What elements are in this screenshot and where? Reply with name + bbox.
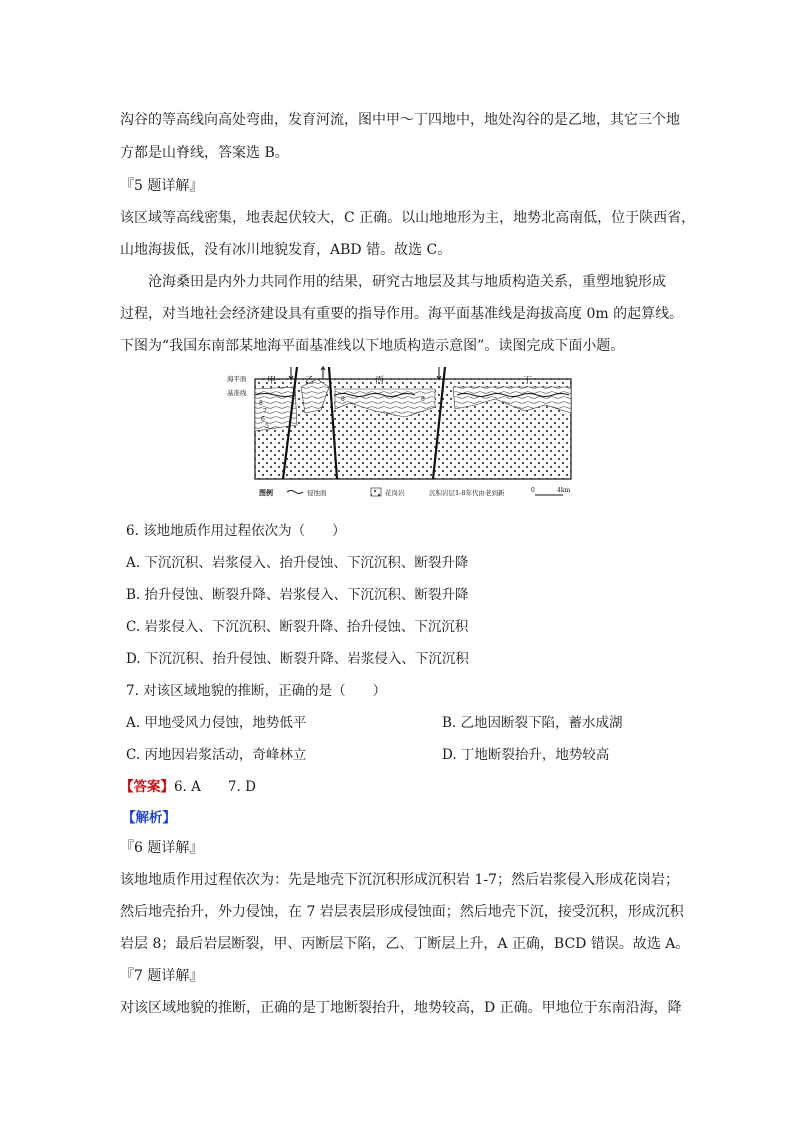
fault-arrow-icon <box>437 367 441 379</box>
intro-line: 下图为“我国东南部某地海平面基准线以下地质构造示意图”。读图完成下面小题。 <box>120 338 625 354</box>
legend-granite-label: 花岗岩 <box>385 489 405 497</box>
intro-line: 过程，对当地社会经济建设具有重要的指导作用。海平面基准线是海拔高度 0m 的起算线。 <box>120 306 684 322</box>
layer-label: 7 <box>263 408 267 415</box>
analysis-line: 然后地壳抬升，外力侵蚀，在 7 岩层表层形成侵蚀面；然后地壳下沉，接受沉积，形成沉积 <box>120 904 684 920</box>
q6-option-d: D. 下沉沉积、抬升侵蚀、断裂升降、岩浆侵入、下沉沉积 <box>126 651 469 667</box>
q5-detail-header: 『5 题详解』 <box>120 178 204 194</box>
granite-legend-icon <box>371 488 381 496</box>
q7-option-c: C. 丙地因岩浆活动，奇峰林立 <box>126 747 307 763</box>
sea-level-label: 海平面 <box>227 375 247 383</box>
analysis-line: 岩层 8；最后岩层断裂，甲、丙断层下陷，乙、丁断层上升，A 正确，BCD 错误。故选 A。 <box>120 936 690 952</box>
q7-stem: 7. 对该区域地貌的推断，正确的是（ ） <box>126 683 387 699</box>
paragraph-line: 该区域等高线密集，地表起伏较大，C 正确。以山地地形为主，地势北高南低，位于陕西省， <box>120 210 696 226</box>
q6-option-c: C. 岩浆侵入、下沉沉积、断裂升降、抬升侵蚀、下沉沉积 <box>126 619 469 635</box>
layer-label: 6 <box>261 416 265 423</box>
layer-label: 8 <box>341 396 345 403</box>
place-label-bing: 丙 <box>375 376 385 386</box>
place-label-ding: 丁 <box>523 376 533 386</box>
legend-erosion-label: 侵蚀面 <box>307 489 327 497</box>
fault-arrow-icon <box>321 367 325 379</box>
answer-label: 【答案】 <box>120 779 174 795</box>
q7-detail-header: 『7 题详解』 <box>120 968 204 984</box>
paragraph-line: 山地海拔低，没有冰川地貌发育，ABD 错。故选 C。 <box>120 242 452 258</box>
analysis-label: 【解析】 <box>122 810 176 826</box>
layer-label: 5 <box>265 423 269 430</box>
fault-arrow-icon <box>289 367 293 379</box>
legend-strata-label: 沉积岩层1-8年代由老到新 <box>429 489 505 497</box>
scale-km-label: 4km <box>557 487 571 494</box>
q7-option-d: D. 丁地断裂抬升，地势较高 <box>442 747 610 763</box>
q7-option-a: A. 甲地受风力侵蚀，地势低平 <box>126 715 307 731</box>
paragraph-line: 方都是山脊线，答案选 B。 <box>120 145 289 161</box>
q6-option-b: B. 抬升侵蚀、断裂升降、岩浆侵入、下沉沉积、断裂升降 <box>126 587 469 603</box>
place-label-jia: 甲 <box>267 376 277 386</box>
analysis-line: 对该区域地貌的推断，正确的是丁地断裂抬升，地势较高，D 正确。甲地位于东南沿海，降 <box>120 1000 682 1016</box>
intro-line: 沧海桑田是内外力共同作用的结果，研究古地层及其与地质构造关系，重塑地貌形成 <box>148 274 666 290</box>
baseline-label: 基准线 <box>227 389 247 397</box>
answer-text: 6. A 7. D <box>174 779 256 795</box>
erosion-legend-icon <box>287 491 303 494</box>
place-label-yi: 乙 <box>305 376 315 386</box>
q6-option-a: A. 下沉沉积、岩浆侵入、抬升侵蚀、下沉沉积、断裂升降 <box>126 555 469 571</box>
scale-zero-label: 0 <box>531 487 535 494</box>
geology-cross-section-figure <box>225 365 585 505</box>
layer-label: 8 <box>259 400 263 407</box>
analysis-line: 该地地质作用过程依次为：先是地壳下沉沉积形成沉积岩 1-7；然后岩浆侵入形成花岗岩； <box>120 872 679 888</box>
q6-detail-header: 『6 题详解』 <box>120 840 204 856</box>
layer-label: 8 <box>421 396 425 403</box>
paragraph-line: 沟谷的等高线向高处弯曲，发育河流，图中甲～丁四地中，地处沟谷的是乙地，其它三个地 <box>120 112 680 128</box>
legend-title: 图例 <box>259 488 273 497</box>
answer-line <box>120 777 256 797</box>
q6-stem: 6. 该地地质作用过程依次为（ ） <box>126 523 346 539</box>
q7-option-b: B. 乙地因断裂下陷，蓄水成湖 <box>442 715 623 731</box>
